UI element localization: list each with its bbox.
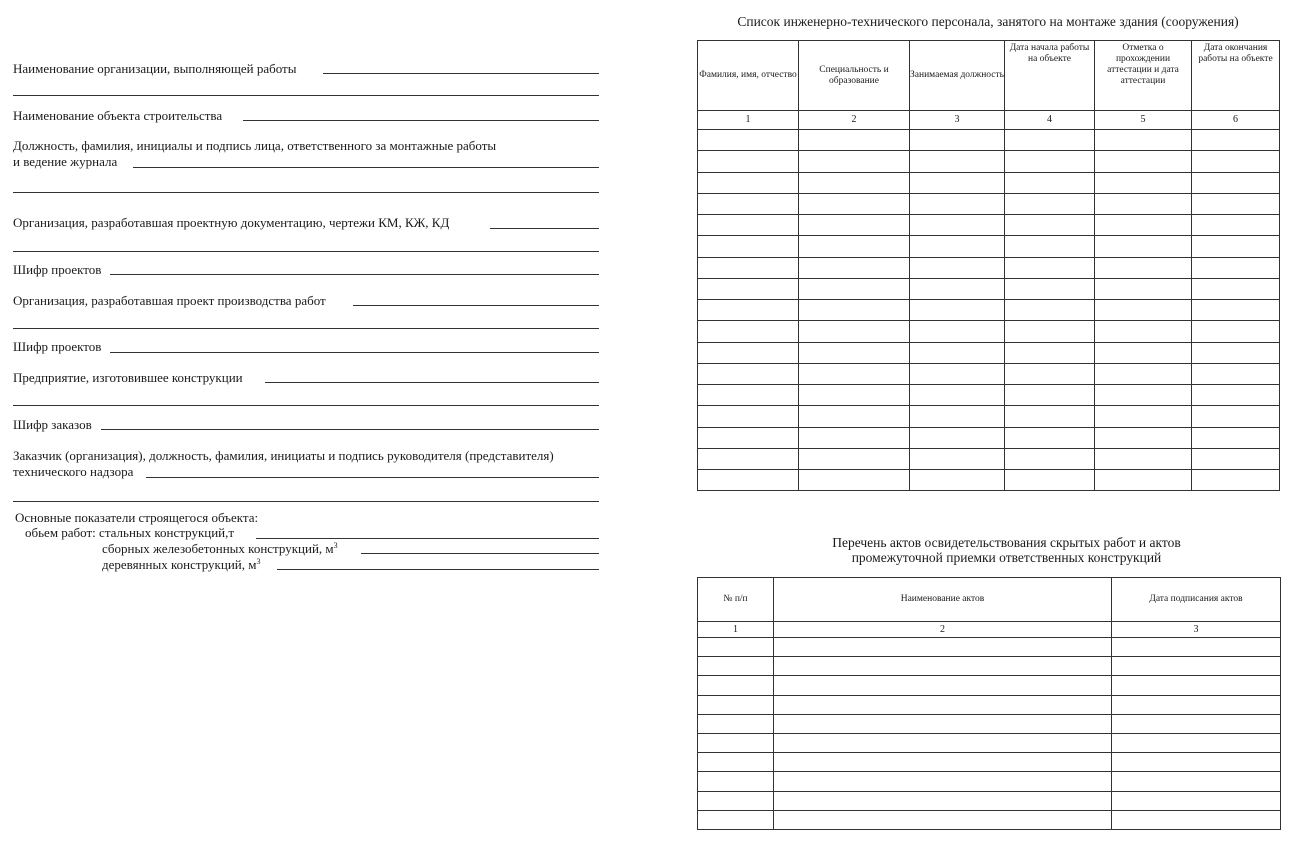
responsible-person-field[interactable]: [133, 167, 599, 168]
acts-table: [697, 577, 1281, 830]
personnel-table-row: [698, 321, 1280, 342]
personnel-table-row: [698, 427, 1280, 448]
personnel-table-cell[interactable]: [1192, 278, 1280, 299]
personnel-table-cell[interactable]: [910, 172, 1005, 193]
personnel-table-cell[interactable]: [1005, 278, 1095, 299]
responsible-person-field-2[interactable]: [13, 192, 599, 193]
personnel-table-cell[interactable]: [1192, 193, 1280, 214]
object-name-field[interactable]: [243, 120, 599, 121]
personnel-table-cell[interactable]: [698, 300, 799, 321]
acts-number-row: [698, 622, 1281, 638]
personnel-table-cell[interactable]: [799, 278, 910, 299]
ppr-org-field-2[interactable]: [13, 328, 599, 329]
order-code-field[interactable]: [101, 429, 599, 430]
personnel-table-row: [698, 300, 1280, 321]
personnel-table-cell[interactable]: [910, 427, 1005, 448]
acts-table-cell[interactable]: [774, 733, 1112, 752]
personnel-table-cell[interactable]: [1095, 257, 1192, 278]
personnel-table-cell[interactable]: [1192, 448, 1280, 469]
personnel-table-cell[interactable]: [1005, 470, 1095, 491]
personnel-table-cell[interactable]: [1005, 448, 1095, 469]
personnel-table-cell[interactable]: [698, 427, 799, 448]
column-number: 1: [698, 111, 799, 130]
acts-table-cell[interactable]: [698, 676, 774, 695]
customer-supervision-field-2[interactable]: [13, 501, 599, 502]
header-number: № п/п: [698, 578, 774, 622]
object-name-label: Наименование объекта строительства: [13, 108, 223, 123]
personnel-table-cell[interactable]: [698, 342, 799, 363]
acts-table-row: [698, 676, 1281, 695]
personnel-table-cell[interactable]: [1095, 193, 1192, 214]
personnel-table-row: [698, 172, 1280, 193]
personnel-table-cell[interactable]: [698, 193, 799, 214]
personnel-table-cell[interactable]: [698, 385, 799, 406]
personnel-table-row: [698, 236, 1280, 257]
personnel-table-row: [698, 363, 1280, 384]
personnel-table-title: Список инженерно-технического персонала, занятого на монтаже здания (сооружения): [737, 14, 1239, 29]
acts-table-cell[interactable]: [698, 695, 774, 714]
personnel-table-cell[interactable]: [799, 406, 910, 427]
personnel-table-cell[interactable]: [1192, 130, 1280, 151]
personnel-table-body: [698, 130, 1280, 491]
acts-table-cell[interactable]: [1112, 638, 1281, 657]
personnel-table-cell[interactable]: [1095, 385, 1192, 406]
acts-table-cell[interactable]: [1112, 657, 1281, 676]
personnel-table-cell[interactable]: [1192, 470, 1280, 491]
acts-table-cell[interactable]: [698, 714, 774, 733]
personnel-table-cell[interactable]: [910, 448, 1005, 469]
personnel-table-cell[interactable]: [698, 257, 799, 278]
personnel-table-cell[interactable]: [799, 321, 910, 342]
acts-table-row: [698, 657, 1281, 676]
acts-table-row: [698, 638, 1281, 657]
personnel-table-row: [698, 470, 1280, 491]
header-end-date: Дата окончания работы на объекте: [1192, 41, 1280, 111]
personnel-table-row: [698, 193, 1280, 214]
personnel-table-cell[interactable]: [698, 236, 799, 257]
acts-table-row: [698, 695, 1281, 714]
personnel-table-row: [698, 130, 1280, 151]
customer-supervision-label: Заказчик (организация), должность, фамилия, инициаты и подпись руководителя (представителя): [13, 448, 554, 463]
personnel-table-cell[interactable]: [698, 470, 799, 491]
personnel-table-cell[interactable]: [1005, 151, 1095, 172]
personnel-table-cell[interactable]: [799, 385, 910, 406]
acts-table-title-2: промежуточной приемки ответственных конструкций: [851, 550, 1162, 565]
personnel-table-cell[interactable]: [1005, 300, 1095, 321]
personnel-table-cell[interactable]: [1095, 321, 1192, 342]
acts-table-cell[interactable]: [1112, 733, 1281, 752]
acts-table-cell[interactable]: [774, 657, 1112, 676]
header-act-name: Наименование актов: [774, 578, 1112, 622]
personnel-table-cell[interactable]: [910, 257, 1005, 278]
org-performing-field-2[interactable]: [13, 95, 599, 96]
personnel-table-cell[interactable]: [910, 130, 1005, 151]
acts-table-cell[interactable]: [1112, 714, 1281, 733]
personnel-table-cell[interactable]: [1095, 151, 1192, 172]
personnel-table-cell[interactable]: [1005, 427, 1095, 448]
personnel-table-row: [698, 342, 1280, 363]
responsible-person-label: Должность, фамилия, инициалы и подпись лица, ответственного за монтажные работы: [13, 138, 497, 153]
project-code-field[interactable]: [110, 274, 599, 275]
personnel-table-cell[interactable]: [698, 321, 799, 342]
acts-table-row: [698, 810, 1281, 829]
acts-table-row: [698, 714, 1281, 733]
personnel-table-cell[interactable]: [1095, 300, 1192, 321]
personnel-table-cell[interactable]: [910, 321, 1005, 342]
personnel-table-cell[interactable]: [698, 151, 799, 172]
column-number: 5: [1095, 111, 1192, 130]
responsible-person-label-2: и ведение журнала: [13, 154, 118, 169]
personnel-table-cell[interactable]: [910, 385, 1005, 406]
personnel-table-cell[interactable]: [799, 448, 910, 469]
org-performing-field[interactable]: [323, 73, 599, 74]
personnel-table-cell[interactable]: [1095, 215, 1192, 236]
personnel-table-cell[interactable]: [1095, 278, 1192, 299]
manufacturer-field[interactable]: [265, 382, 599, 383]
volume-steel-field[interactable]: [256, 538, 599, 539]
customer-supervision-label-2: технического надзора: [13, 464, 134, 479]
volume-wood-label: деревянных конструкций, $м^3$: [102, 557, 261, 572]
project-code-label: Шифр проектов: [13, 262, 102, 277]
column-number: 4: [1005, 111, 1095, 130]
manufacturer-label: Предприятие, изготовившее конструкции: [13, 370, 243, 385]
personnel-table-cell[interactable]: [1095, 363, 1192, 384]
personnel-table-row: [698, 448, 1280, 469]
personnel-table: [697, 40, 1280, 491]
personnel-table-cell[interactable]: [1005, 130, 1095, 151]
acts-table-cell[interactable]: [1112, 676, 1281, 695]
unit-superscript: 3: [333, 541, 338, 550]
acts-table-cell[interactable]: [774, 638, 1112, 657]
customer-supervision-field[interactable]: [146, 477, 599, 478]
personnel-table-cell[interactable]: [1095, 470, 1192, 491]
acts-table-cell[interactable]: [1112, 810, 1281, 829]
acts-table-row: [698, 753, 1281, 772]
personnel-table-cell[interactable]: [1005, 385, 1095, 406]
personnel-table-cell[interactable]: [1192, 363, 1280, 384]
personnel-table-cell[interactable]: [1005, 363, 1095, 384]
personnel-table-cell[interactable]: [1005, 215, 1095, 236]
header-start-date: Дата начала работы на объекте: [1005, 41, 1095, 111]
personnel-table-cell[interactable]: [1005, 257, 1095, 278]
acts-table-cell[interactable]: [698, 657, 774, 676]
personnel-table-cell[interactable]: [1192, 215, 1280, 236]
column-number: 2: [799, 111, 910, 130]
personnel-table-cell[interactable]: [799, 236, 910, 257]
personnel-table-cell[interactable]: [799, 257, 910, 278]
personnel-table-cell[interactable]: [910, 406, 1005, 427]
acts-table-cell[interactable]: [698, 791, 774, 810]
acts-table-cell[interactable]: [1112, 753, 1281, 772]
header-sign-date: Дата подписания актов: [1112, 578, 1281, 622]
acts-table-cell[interactable]: [774, 695, 1112, 714]
acts-table-cell[interactable]: [774, 772, 1112, 791]
volume-concrete-field[interactable]: [361, 553, 599, 554]
personnel-table-cell[interactable]: [1192, 172, 1280, 193]
design-org-label: Организация, разработавшая проектную документацию, чертежи КМ, КЖ, КД: [13, 215, 450, 230]
personnel-table-cell[interactable]: [1192, 151, 1280, 172]
personnel-table-cell[interactable]: [698, 130, 799, 151]
personnel-table-cell[interactable]: [910, 363, 1005, 384]
personnel-table-cell[interactable]: [799, 427, 910, 448]
personnel-table-row: [698, 215, 1280, 236]
personnel-table-cell[interactable]: [910, 236, 1005, 257]
personnel-table-cell[interactable]: [1192, 257, 1280, 278]
ppr-org-label: Организация, разработавшая проект производства работ: [13, 293, 326, 308]
personnel-table-cell[interactable]: [910, 300, 1005, 321]
design-org-field[interactable]: [490, 228, 599, 229]
personnel-table-cell[interactable]: [910, 215, 1005, 236]
column-number: 2: [774, 622, 1112, 638]
acts-table-cell[interactable]: [774, 676, 1112, 695]
personnel-table-cell[interactable]: [799, 470, 910, 491]
personnel-table-cell[interactable]: [910, 342, 1005, 363]
column-number: 3: [910, 111, 1005, 130]
personnel-table-cell[interactable]: [1095, 342, 1192, 363]
personnel-table-cell[interactable]: [1095, 130, 1192, 151]
personnel-table-cell[interactable]: [799, 172, 910, 193]
acts-table-cell[interactable]: [698, 733, 774, 752]
personnel-table-row: [698, 278, 1280, 299]
personnel-table-cell[interactable]: [1192, 406, 1280, 427]
project-code-2-field[interactable]: [110, 352, 599, 353]
personnel-table-cell[interactable]: [698, 448, 799, 469]
personnel-table-cell[interactable]: [1005, 406, 1095, 427]
volume-concrete-label: сборных железобетонных конструкций, $м^3$: [102, 541, 338, 556]
acts-table-cell[interactable]: [774, 791, 1112, 810]
personnel-table-row: [698, 406, 1280, 427]
personnel-table-cell[interactable]: [910, 278, 1005, 299]
personnel-table-cell[interactable]: [1192, 321, 1280, 342]
personnel-table-cell[interactable]: [1005, 193, 1095, 214]
acts-table-cell[interactable]: [698, 753, 774, 772]
column-number: 6: [1192, 111, 1280, 130]
personnel-table-row: [698, 385, 1280, 406]
order-code-label: Шифр заказов: [13, 417, 92, 432]
personnel-table-cell[interactable]: [799, 130, 910, 151]
header-certification: Отметка о прохождении аттестации и дата аттестации: [1095, 41, 1192, 111]
unit-superscript: 3: [256, 557, 261, 566]
personnel-table-cell[interactable]: [1095, 236, 1192, 257]
indicators-title: Основные показатели строящегося объекта:: [15, 510, 259, 525]
personnel-table-cell[interactable]: [698, 172, 799, 193]
header-fio: Фамилия, имя, отчество: [698, 41, 799, 111]
column-number: 1: [698, 622, 774, 638]
acts-table-cell[interactable]: [1112, 772, 1281, 791]
personnel-table-cell[interactable]: [1005, 321, 1095, 342]
personnel-table-cell[interactable]: [1005, 172, 1095, 193]
manufacturer-field-2[interactable]: [13, 405, 599, 406]
personnel-table-cell[interactable]: [799, 151, 910, 172]
personnel-table-cell[interactable]: [698, 215, 799, 236]
personnel-table-cell[interactable]: [1192, 300, 1280, 321]
personnel-table-cell[interactable]: [1095, 172, 1192, 193]
personnel-table-cell[interactable]: [698, 278, 799, 299]
personnel-header-row: [698, 41, 1280, 111]
personnel-table-cell[interactable]: [698, 406, 799, 427]
header-position: Занимаемая должность: [910, 41, 1005, 111]
design-org-field-2[interactable]: [13, 251, 599, 252]
acts-table-row: [698, 791, 1281, 810]
personnel-table-cell[interactable]: [1095, 448, 1192, 469]
volume-steel-label: обьем работ: стальных конструкций,т: [25, 525, 235, 540]
personnel-number-row: [698, 111, 1280, 130]
ppr-org-field[interactable]: [353, 305, 599, 306]
acts-table-cell[interactable]: [698, 638, 774, 657]
acts-table-cell[interactable]: [698, 772, 774, 791]
personnel-table-cell[interactable]: [1192, 385, 1280, 406]
personnel-table-row: [698, 257, 1280, 278]
volume-wood-field[interactable]: [277, 569, 599, 570]
personnel-table-cell[interactable]: [1192, 342, 1280, 363]
header-specialty: Специальность и образование: [799, 41, 910, 111]
acts-table-cell[interactable]: [774, 753, 1112, 772]
personnel-table-cell[interactable]: [698, 363, 799, 384]
personnel-table-cell[interactable]: [1192, 236, 1280, 257]
acts-header-row: [698, 578, 1281, 622]
personnel-table-cell[interactable]: [910, 193, 1005, 214]
acts-table-cell[interactable]: [698, 810, 774, 829]
acts-table-title-1: Перечень актов освидетельствования скрытых работ и актов: [832, 535, 1181, 550]
personnel-table-cell[interactable]: [799, 300, 910, 321]
personnel-table-cell[interactable]: [799, 193, 910, 214]
acts-table-row: [698, 733, 1281, 752]
personnel-table-cell[interactable]: [1192, 427, 1280, 448]
acts-table-cell[interactable]: [774, 810, 1112, 829]
personnel-table-cell[interactable]: [1005, 342, 1095, 363]
personnel-table-row: [698, 151, 1280, 172]
personnel-table-cell[interactable]: [1005, 236, 1095, 257]
column-number: 3: [1112, 622, 1281, 638]
personnel-table-cell[interactable]: [910, 151, 1005, 172]
acts-table-cell[interactable]: [1112, 695, 1281, 714]
personnel-table-cell[interactable]: [1095, 427, 1192, 448]
acts-table-cell[interactable]: [1112, 791, 1281, 810]
project-code-2-label: Шифр проектов: [13, 339, 102, 354]
acts-table-row: [698, 772, 1281, 791]
personnel-table-cell[interactable]: [1095, 406, 1192, 427]
personnel-table-cell[interactable]: [799, 215, 910, 236]
acts-table-body: [698, 638, 1281, 830]
org-performing-label: Наименование организации, выполняющей работы: [13, 61, 297, 76]
personnel-table-cell[interactable]: [799, 342, 910, 363]
personnel-table-cell[interactable]: [799, 363, 910, 384]
acts-table-cell[interactable]: [774, 714, 1112, 733]
personnel-table-cell[interactable]: [910, 470, 1005, 491]
